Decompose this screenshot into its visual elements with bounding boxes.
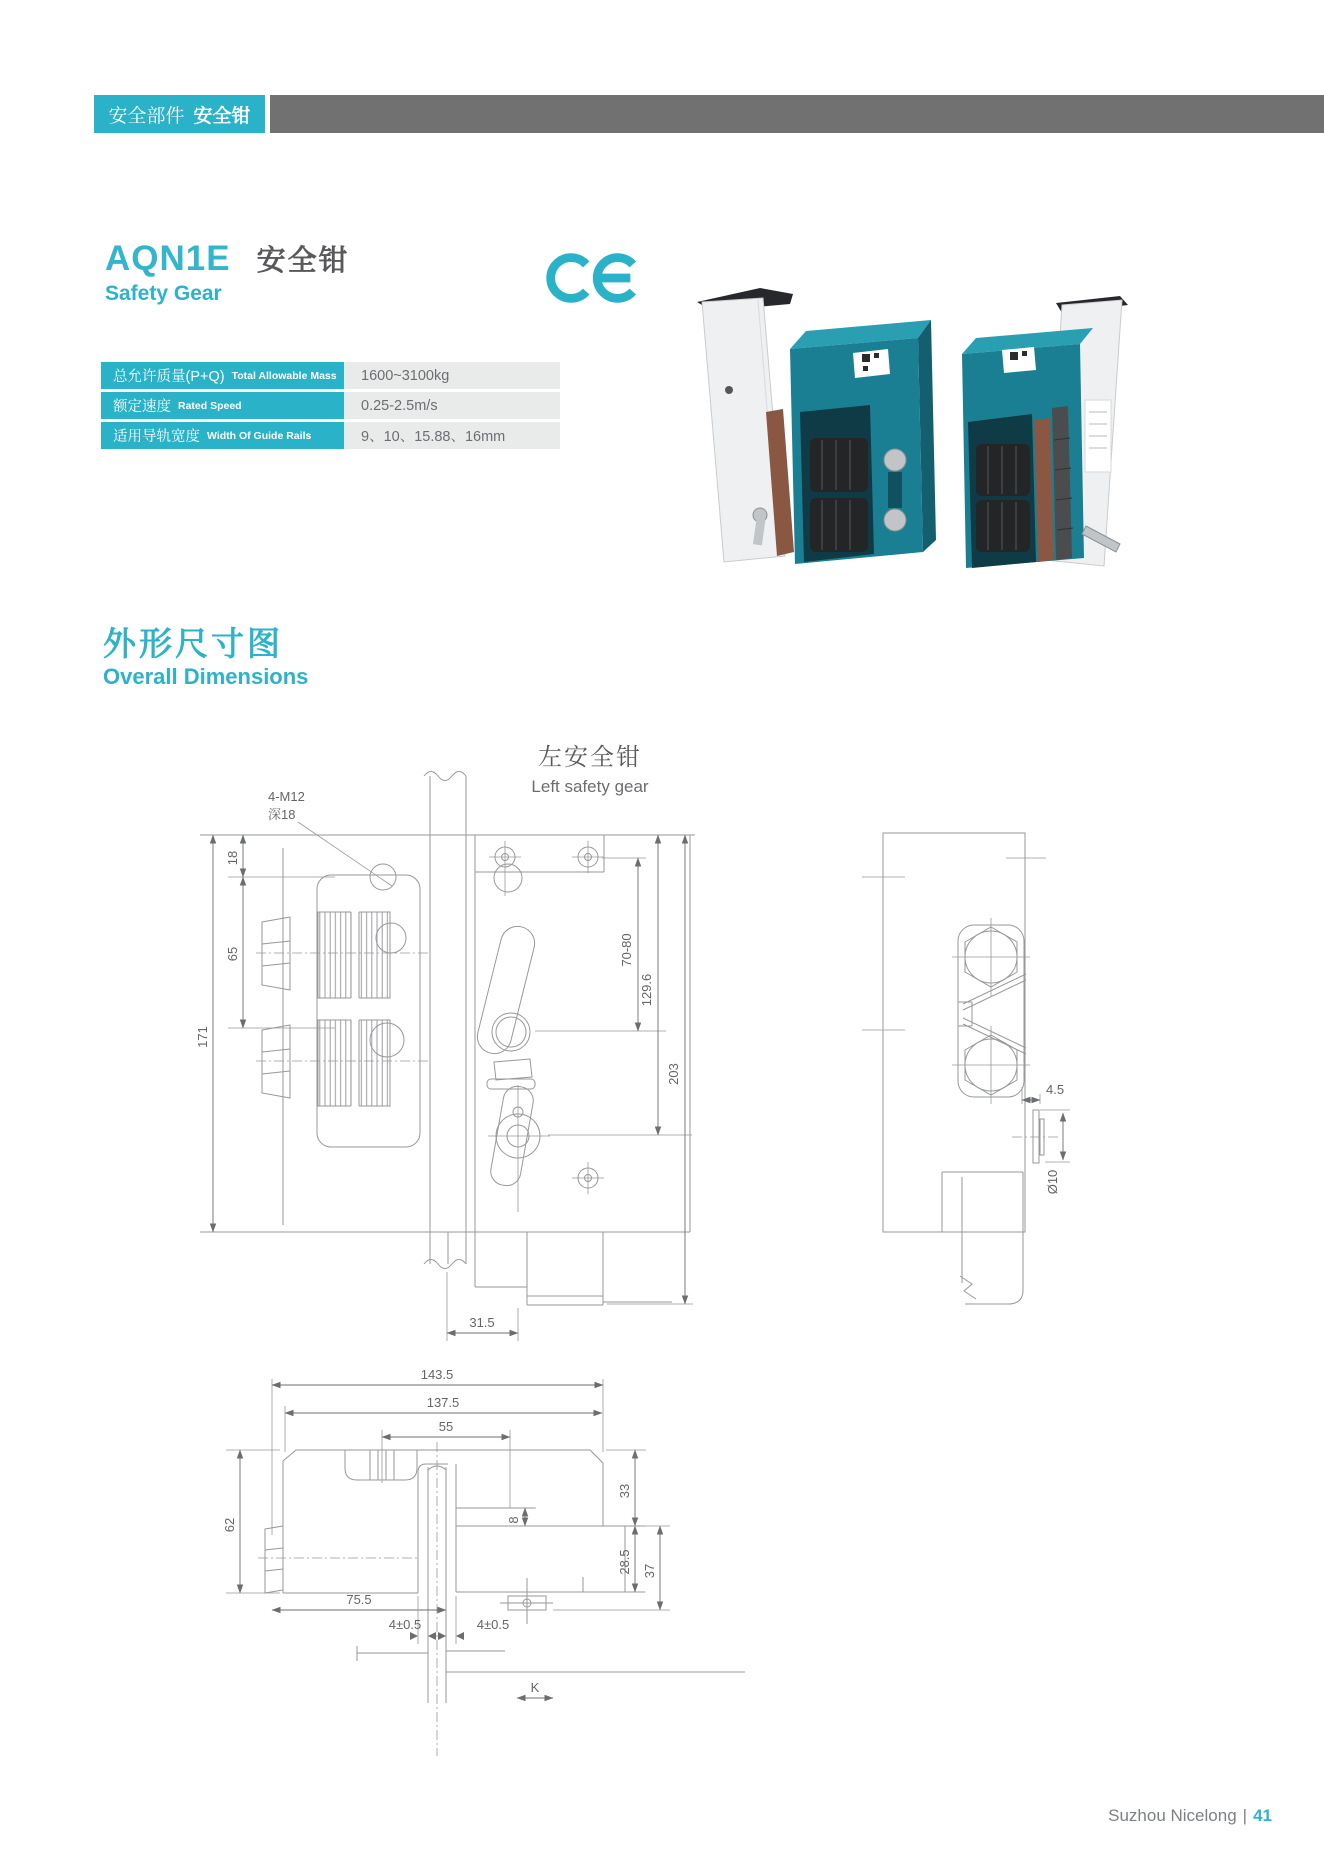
dimension-drawing [0, 700, 1324, 1872]
dim-label-31-5: 31.5 [469, 1315, 495, 1330]
header-product-label: 安全钳 [193, 105, 251, 127]
section-title-en: Overall Dimensions [103, 664, 309, 689]
spec-label-en: Rated Speed [178, 399, 242, 412]
header-category-label: 安全部件 [108, 105, 185, 127]
dim-label-70-80: 70-80 [619, 933, 634, 967]
spec-label-mass [101, 362, 344, 389]
footer-company: Suzhou Nicelong [1108, 1806, 1237, 1825]
dim-label-18: 18 [225, 850, 240, 866]
dim-label-137-5: 137.5 [426, 1395, 460, 1410]
photo-device-right [962, 296, 1128, 568]
spec-table [101, 362, 560, 452]
spec-label-cn: 额定速度 [113, 399, 171, 415]
dim-label-37: 37 [642, 1563, 657, 1579]
dim-label-28-5: 28.5 [617, 1549, 632, 1575]
spec-label-rail-width [101, 422, 344, 449]
dim-label-m12: 4-M12 [268, 789, 305, 804]
table-row [101, 362, 560, 389]
dim-label-33: 33 [617, 1483, 632, 1499]
spec-value-speed: 0.25-2.5m/s [344, 392, 560, 419]
page-footer [1108, 1806, 1272, 1826]
product-model: AQN1E [105, 239, 231, 278]
dim-label-55: 55 [438, 1419, 454, 1434]
front-view [195, 772, 695, 1342]
spec-label-speed [101, 392, 344, 419]
dim-label-4-5: 4.5 [1046, 1082, 1065, 1097]
spec-label-cn: 总允许质量(P+Q) [113, 369, 225, 385]
dim-label-65: 65 [225, 946, 240, 962]
footer-separator: | [1242, 1806, 1248, 1825]
product-title [105, 238, 350, 279]
lever [474, 923, 538, 1188]
dim-label-129-6: 129.6 [639, 973, 654, 1007]
dim-label-203: 203 [666, 1063, 681, 1085]
dim-label-4-05-right: 4±0.5 [476, 1617, 510, 1632]
dim-label-62: 62 [222, 1517, 237, 1533]
footer-page-number: 41 [1253, 1806, 1272, 1825]
dim-label-8: 8 [506, 1516, 521, 1524]
header-category-tab [94, 95, 265, 133]
product-name-en: Safety Gear [105, 282, 222, 305]
photo-device-left [697, 288, 936, 564]
spec-value-mass: 1600~3100kg [344, 362, 560, 389]
view-label-cn: 左安全钳 [538, 744, 642, 771]
spec-value-rail-width: 9、10、15.88、16mm [344, 422, 560, 449]
dim-label-171: 171 [195, 1026, 210, 1048]
table-row [101, 422, 560, 449]
view-label-en: Left safety gear [531, 777, 649, 796]
bottom-view [222, 1367, 745, 1756]
dim-label-k: K [530, 1680, 540, 1695]
dim-label-4-05-left: 4±0.5 [388, 1617, 422, 1632]
dim-label-75-5: 75.5 [346, 1592, 372, 1607]
product-name-cn: 安全钳 [256, 245, 350, 277]
header-bar-decoration [270, 95, 1324, 133]
spec-label-cn: 适用导轨宽度 [113, 429, 200, 445]
side-view [862, 833, 1070, 1304]
section-title-cn: 外形尺寸图 [103, 625, 283, 662]
spec-label-en: Total Allowable Mass [231, 369, 337, 382]
spec-label-en: Width Of Guide Rails [207, 429, 312, 442]
table-row [101, 392, 560, 419]
dim-label-143-5: 143.5 [420, 1367, 454, 1382]
dim-label-depth18: 深18 [268, 807, 296, 822]
product-photo [580, 225, 1140, 575]
dim-label-dia10: Ø10 [1045, 1169, 1060, 1195]
